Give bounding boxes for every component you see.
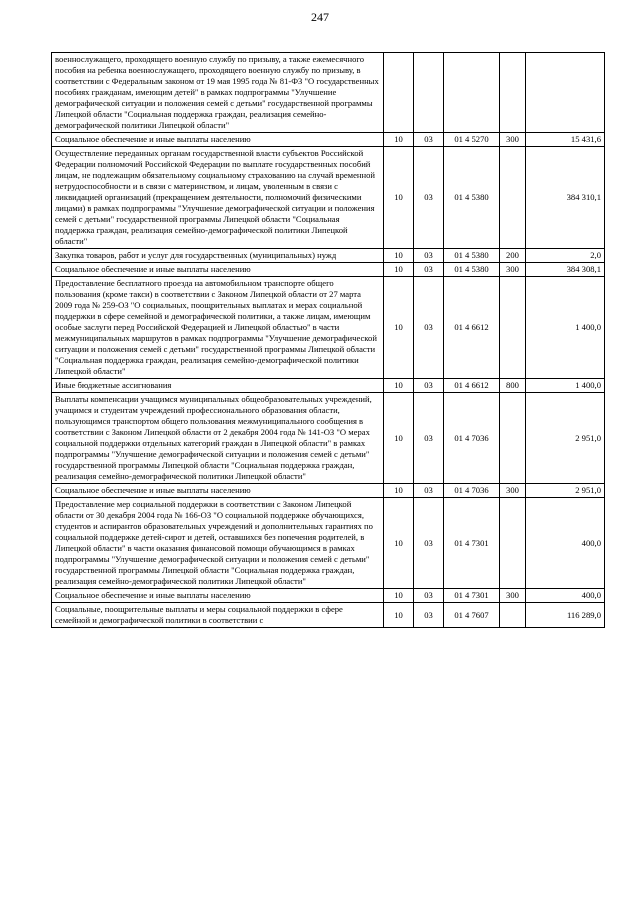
table-row [52, 393, 605, 484]
section-code [384, 53, 414, 133]
target-article-code: 01 4 5380 [444, 147, 500, 249]
subsection-code: 03 [414, 379, 444, 393]
section-code: 10 [384, 147, 414, 249]
subsection-code: 03 [414, 249, 444, 263]
section-code: 10 [384, 133, 414, 147]
target-article-code: 01 4 7607 [444, 603, 500, 628]
table-row [52, 147, 605, 249]
expense-type-code: 300 [500, 263, 526, 277]
row-description: Социальное обеспечение и иные выплаты населению [52, 589, 384, 603]
row-description: Социальное обеспечение и иные выплаты населению [52, 484, 384, 498]
subsection-code: 03 [414, 393, 444, 484]
amount [526, 53, 605, 133]
target-article-code: 01 4 5270 [444, 133, 500, 147]
row-description: военнослужащего, проходящего военную службу по призыву, а также ежемесячного пособия на ребенка военнослужащего, проходящего военную службу по призыву, в соответствии с Федеральным законом от 19 мая 1995 года № 81-ФЗ "О государственных пособиях гражданам, имеющим детей" в рамках подпрограммы "Улучшение демографической ситуации и положения семей с детьми" государственной программы Липецкой области "Социальная поддержка граждан, реализация семейно-демографической политики Липецкой области" [52, 53, 384, 133]
row-description: Иные бюджетные ассигнования [52, 379, 384, 393]
amount: 400,0 [526, 589, 605, 603]
table-row [52, 53, 605, 133]
row-description: Социальное обеспечение и иные выплаты населению [52, 133, 384, 147]
subsection-code: 03 [414, 498, 444, 589]
table-row [52, 589, 605, 603]
amount: 384 308,1 [526, 263, 605, 277]
section-code: 10 [384, 277, 414, 379]
table-row [52, 133, 605, 147]
table-row [52, 484, 605, 498]
subsection-code: 03 [414, 277, 444, 379]
row-description: Предоставление бесплатного проезда на автомобильном транспорте общего пользования (кроме такси) в соответствии с Законом Липецкой области от 27 марта 2009 года № 259-ОЗ "О социальных, поощрительных выплатах и мерах социальной поддержки в сфере семейной и демографической политики, а также лицам, имеющим особые заслуги перед Российской Федерацией и Липецкой областью" в части межмуниципальных маршрутов в рамках подпрограммы "Улучшение демографической ситуации и положения семей с детьми" государственной программы Липецкой области "Социальная поддержка граждан, реализация семейно-демографической политики Липецкой области" [52, 277, 384, 379]
amount: 1 400,0 [526, 379, 605, 393]
target-article-code: 01 4 7301 [444, 498, 500, 589]
section-code: 10 [384, 379, 414, 393]
target-article-code: 01 4 5380 [444, 249, 500, 263]
target-article-code: 01 4 5380 [444, 263, 500, 277]
expense-type-code [500, 53, 526, 133]
table-row [52, 498, 605, 589]
target-article-code: 01 4 7036 [444, 484, 500, 498]
expense-type-code [500, 393, 526, 484]
section-code: 10 [384, 249, 414, 263]
subsection-code: 03 [414, 147, 444, 249]
budget-table [51, 52, 605, 628]
section-code: 10 [384, 484, 414, 498]
amount: 400,0 [526, 498, 605, 589]
expense-type-code [500, 277, 526, 379]
row-description: Закупка товаров, работ и услуг для государственных (муниципальных) нужд [52, 249, 384, 263]
subsection-code: 03 [414, 589, 444, 603]
target-article-code: 01 4 7301 [444, 589, 500, 603]
target-article-code: 01 4 6612 [444, 379, 500, 393]
section-code: 10 [384, 263, 414, 277]
expense-type-code: 800 [500, 379, 526, 393]
subsection-code: 03 [414, 484, 444, 498]
amount: 2 951,0 [526, 484, 605, 498]
expense-type-code [500, 603, 526, 628]
amount: 15 431,6 [526, 133, 605, 147]
amount: 116 289,0 [526, 603, 605, 628]
expense-type-code: 300 [500, 133, 526, 147]
row-description: Предоставление мер социальной поддержки в соответствии с Законом Липецкой области от 30 декабря 2004 года № 166-ОЗ "О социальной поддержке обучающихся, студентов и аспирантов образовательных учреждений и дополнительных гарантиях по социальной поддержке детей-сирот и детей, оставшихся без попечения родителей, в Липецкой области" в части оказания финансовой помощи обучающимся в рамках подпрограммы "Улучшение демографической ситуации и положения семей с детьми" государственной программы Липецкой области "Социальная поддержка граждан, реализация семейно-демографической политики Липецкой области" [52, 498, 384, 589]
subsection-code: 03 [414, 603, 444, 628]
table-row [52, 249, 605, 263]
row-description: Социальные, поощрительные выплаты и меры социальной поддержки в сфере семейной и демографической политики в соответствии с [52, 603, 384, 628]
section-code: 10 [384, 393, 414, 484]
subsection-code [414, 53, 444, 133]
table-row [52, 379, 605, 393]
table-row [52, 277, 605, 379]
subsection-code: 03 [414, 133, 444, 147]
table-row [52, 603, 605, 628]
row-description: Социальное обеспечение и иные выплаты населению [52, 263, 384, 277]
section-code: 10 [384, 603, 414, 628]
page-number: 247 [311, 10, 329, 24]
target-article-code [444, 53, 500, 133]
expense-type-code [500, 498, 526, 589]
amount: 384 310,1 [526, 147, 605, 249]
expense-type-code: 300 [500, 484, 526, 498]
target-article-code: 01 4 6612 [444, 277, 500, 379]
amount: 2 951,0 [526, 393, 605, 484]
subsection-code: 03 [414, 263, 444, 277]
expense-type-code: 300 [500, 589, 526, 603]
expense-type-code: 200 [500, 249, 526, 263]
amount: 2,0 [526, 249, 605, 263]
row-description: Осуществление переданных органам государственной власти субъектов Российской Федерации полномочий Российской Федерации по выплате государственных пособий лицам, не подлежащим обязательному социальному страхованию на случай временной нетрудоспособности и в связи с материнством, и лицам, уволенным в связи с ликвидацией организаций (прекращением деятельности, полномочий физическими лицами) в рамках подпрограммы "Улучшение демографической ситуации и положения семей с детьми" государственной программы Липецкой области "Социальная поддержка граждан, реализация семейно-демографической политики Липецкой области" [52, 147, 384, 249]
target-article-code: 01 4 7036 [444, 393, 500, 484]
table-row [52, 263, 605, 277]
section-code: 10 [384, 498, 414, 589]
section-code: 10 [384, 589, 414, 603]
expense-type-code [500, 147, 526, 249]
amount: 1 400,0 [526, 277, 605, 379]
row-description: Выплаты компенсации учащимся муниципальных общеобразовательных учреждений, учащимся и студентам учреждений профессионального образования области, пользующимся транспортом общего пользования межмуниципального сообщения в соответствии с Законом Липецкой области от 2 декабря 2004 года № 141-ОЗ "О мерах социальной поддержки отдельных категорий граждан в Липецкой области" в рамках подпрограммы "Улучшение демографической ситуации и положения семей с детьми" государственной программы Липецкой области "Социальная поддержка граждан, реализация семейно-демографической политики Липецкой области" [52, 393, 384, 484]
